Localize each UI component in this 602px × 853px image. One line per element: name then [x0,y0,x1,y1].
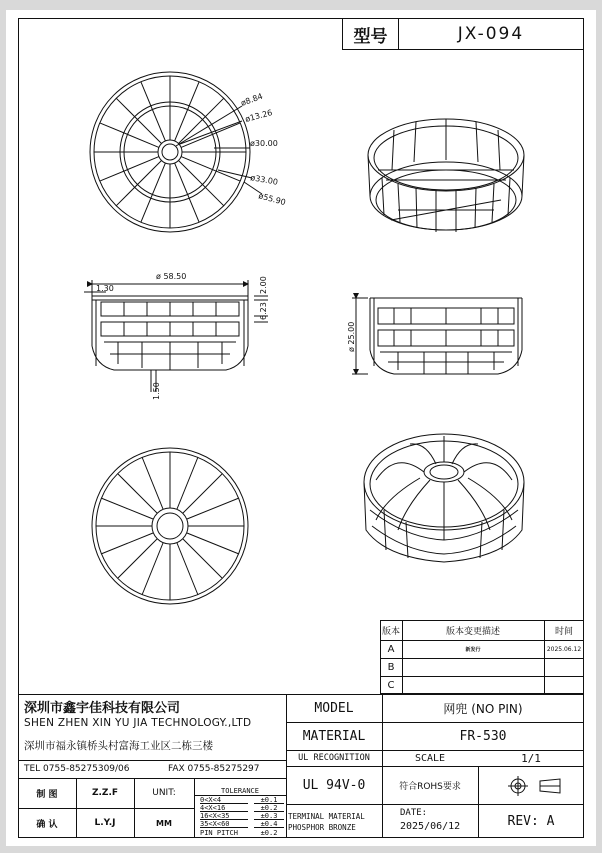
rev-header-desc: 版本变更描述 [445,626,500,637]
dim-d1: ø8.84 [239,91,265,108]
tol-range-1: 4<X<16 [200,804,248,812]
dim-d2: ø13.26 [244,108,274,124]
spec-rohs: 符合ROHS要求 [399,781,461,792]
spec-model-label: MODEL [314,700,354,716]
company-fax: FAX 0755-85275297 [168,764,260,774]
spec-ul-value: UL 94V-0 [302,777,366,793]
terminal-material-value: PHOSPHOR BRONZE [288,823,356,832]
company-name-cn: 深圳市鑫宇佳科技有限公司 [24,701,181,716]
dim-d3: ø30.00 [250,139,278,148]
spec-material-label: MATERIAL [302,728,366,744]
spec-scale-value: 1/1 [521,751,541,765]
tol-range-3: 35<X<60 [200,820,248,828]
front-view [352,298,522,374]
dim-width: ø 58.50 [156,272,187,281]
date-value: 2025/06/12 [400,821,461,832]
dim-mid: 6.23 [259,302,268,320]
tol-value-3: ±0.4 [254,820,284,828]
company-name-en: SHEN ZHEN XIN YU JIA TECHNOLOGY.,LTD [24,717,252,729]
title-block [18,694,584,838]
tol-value-4: ±0.2 [260,828,278,837]
company-address: 深圳市福永镇桥头村富海工业区二栋三楼 [24,740,213,752]
dim-band: 2.00 [259,276,268,294]
dim-d4: ø33.00 [249,173,279,187]
rev-row-a-desc: 新发行 [465,646,481,653]
tol-range-2: 16<X<35 [200,812,248,820]
made-label: 制 图 [36,789,58,800]
iso-view-bottom [364,434,524,562]
tol-value-1: ±0.2 [254,804,284,812]
rev-header-version: 版本 [381,626,400,637]
made-by: Z.Z.F [91,788,119,798]
rev-row-b-ver: B [387,661,395,673]
unit-value: MM [156,818,172,828]
tolerance-title: TOLERANCE [194,786,286,796]
spec-material-value: FR-530 [459,728,507,744]
tol-value-2: ±0.3 [254,812,284,820]
unit-label: UNIT: [152,788,176,798]
spec-ul-label: UL RECOGNITION [298,753,370,763]
projection-symbol-icon [506,776,566,796]
rev-row-c-ver: C [387,679,395,691]
bottom-view [92,448,248,604]
tol-value-0: ±0.1 [254,796,284,804]
dim-height: ø 25.00 [347,321,356,352]
revision-table [380,620,584,694]
drawing-paper [6,10,596,846]
iso-view-top [368,119,524,232]
check-by: L.Y.J [94,818,116,828]
rev-row-a-ver: A [387,643,395,655]
top-view-dims [240,92,287,207]
dim-wall: 1.30 [96,284,114,293]
spec-scale-label: SCALE [414,752,446,764]
company-tel: TEL 0755-85275309/06 [24,764,130,774]
tolerance-table [194,786,286,838]
dim-d5: ø55.90 [257,191,287,208]
check-label: 确 认 [36,819,58,830]
rev-row-a-date: 2025.06.12 [546,645,582,653]
dim-bottom: 1.50 [152,382,161,400]
spec-model-value: 网兜 (NO PIN) [443,701,523,716]
tol-range-4: PIN PITCH [200,828,238,837]
date-label: DATE: [400,808,428,818]
rev-header-date: 时间 [554,626,573,637]
side-view [84,280,268,392]
revision-label: REV: A [507,813,555,829]
model-header-value: JX-094 [457,24,525,44]
model-header-label: 型号 [343,19,399,49]
tol-range-0: 0<X<4 [200,796,248,804]
technical-drawings [6,10,596,620]
front-view-dims [347,322,356,352]
terminal-material-label: TERMINAL MATERIAL [288,812,365,821]
